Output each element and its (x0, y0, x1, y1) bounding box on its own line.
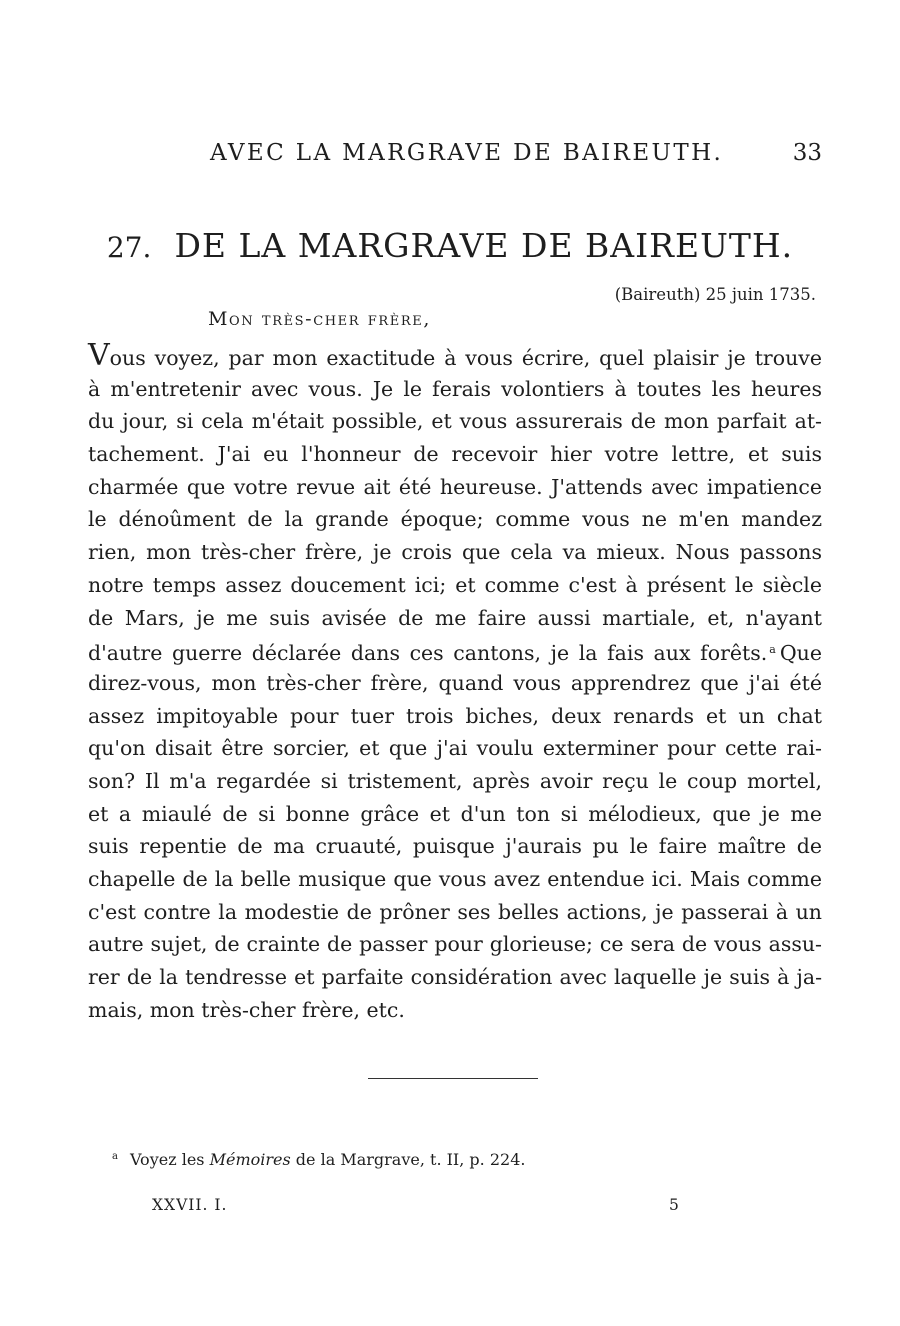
body-line: rer de la tendresse et parfaite considération avec laquelle je suis à ja- (88, 965, 822, 990)
running-head (0, 140, 900, 174)
signature-mark: XXVII. I. (152, 1196, 228, 1214)
page-number: 33 (792, 140, 822, 166)
body-line: chapelle de la belle musique que vous avez entendue ici. Mais comme (88, 867, 822, 891)
footnote-text-after: de la Margrave, t. II, p. 224. (290, 1150, 526, 1169)
footnote-book-title: Mémoires (209, 1150, 291, 1169)
drop-cap: V (88, 338, 110, 373)
body-line: le dénoûment de la grande époque; comme vous ne m'en mandez (88, 507, 822, 532)
body-line: rien, mon très-cher frère, je crois que cela va mieux. Nous passons (88, 540, 822, 565)
letter-title: DE LA MARGRAVE DE BAIREUTH. (174, 226, 794, 265)
footnote-marker: a (112, 1151, 118, 1162)
body-line: et a miaulé de si bonne grâce et d'un ton si mélodieux, que je me (88, 801, 822, 826)
letter-number: 27. (106, 231, 152, 264)
letter-body (88, 340, 822, 1026)
dateline: (Baireuth) 25 juin 1735. (614, 285, 816, 304)
body-line: de Mars, je me suis avisée de me faire aussi martiale, et, n'ayant (88, 605, 822, 630)
running-title: AVEC LA MARGRAVE DE BAIREUTH. (210, 140, 724, 166)
body-line: suis repentie de ma cruauté, puisque j'aurais pu le faire maître de (88, 834, 822, 859)
body-line: autre sujet, de crainte de passer pour glorieuse; ce sera de vous assu- (88, 932, 822, 957)
sheet-number: 5 (669, 1196, 679, 1214)
body-line: à m'entretenir avec vous. Je le ferais volontiers à toutes les heures (88, 376, 822, 401)
body-line: du jour, si cela m'était possible, et vous assurerais de mon parfait at- (88, 409, 822, 434)
body-line: charmée que votre revue ait été heureuse. J'attends avec impatience (88, 474, 822, 499)
footnote-separator-rule (368, 1078, 538, 1079)
letter-heading (0, 226, 900, 265)
body-line: qu'on disait être sorcier, et que j'ai voulu exterminer pour cette rai- (88, 736, 822, 761)
body-line: assez impitoyable pour tuer trois biches, deux renards et un chat (88, 703, 822, 728)
footnote-text-before: Voyez les (129, 1150, 210, 1169)
body-line: son? Il m'a regardée si tristement, après avoir reçu le coup mortel, (88, 768, 822, 793)
body-line: direz-vous, mon très-cher frère, quand vous apprendrez que j'ai été (88, 670, 822, 695)
body-line: c'est contre la modestie de prôner ses belles actions, je passerai à un (88, 899, 822, 924)
body-line-text: d'autre guerre déclarée dans ces cantons, je la fais aux forêts. (88, 641, 768, 666)
body-line: tachement. J'ai eu l'honneur de recevoir hier votre lettre, et suis (88, 442, 822, 467)
body-line-text: ous voyez, par mon exactitude à vous écrire, quel plaisir je trouve (109, 346, 822, 370)
salutation: Mon très-cher frère, (208, 308, 432, 330)
body-line: notre temps assez doucement ici; et comme c'est à présent le siècle (88, 572, 822, 597)
body-line-last: mais, mon très-cher frère, etc. (88, 997, 405, 1022)
body-line (88, 340, 822, 373)
body-line (88, 634, 822, 667)
body-line-tail: Que (779, 641, 822, 666)
footnote-reference[interactable]: a (769, 643, 776, 657)
footnote (112, 1150, 525, 1169)
